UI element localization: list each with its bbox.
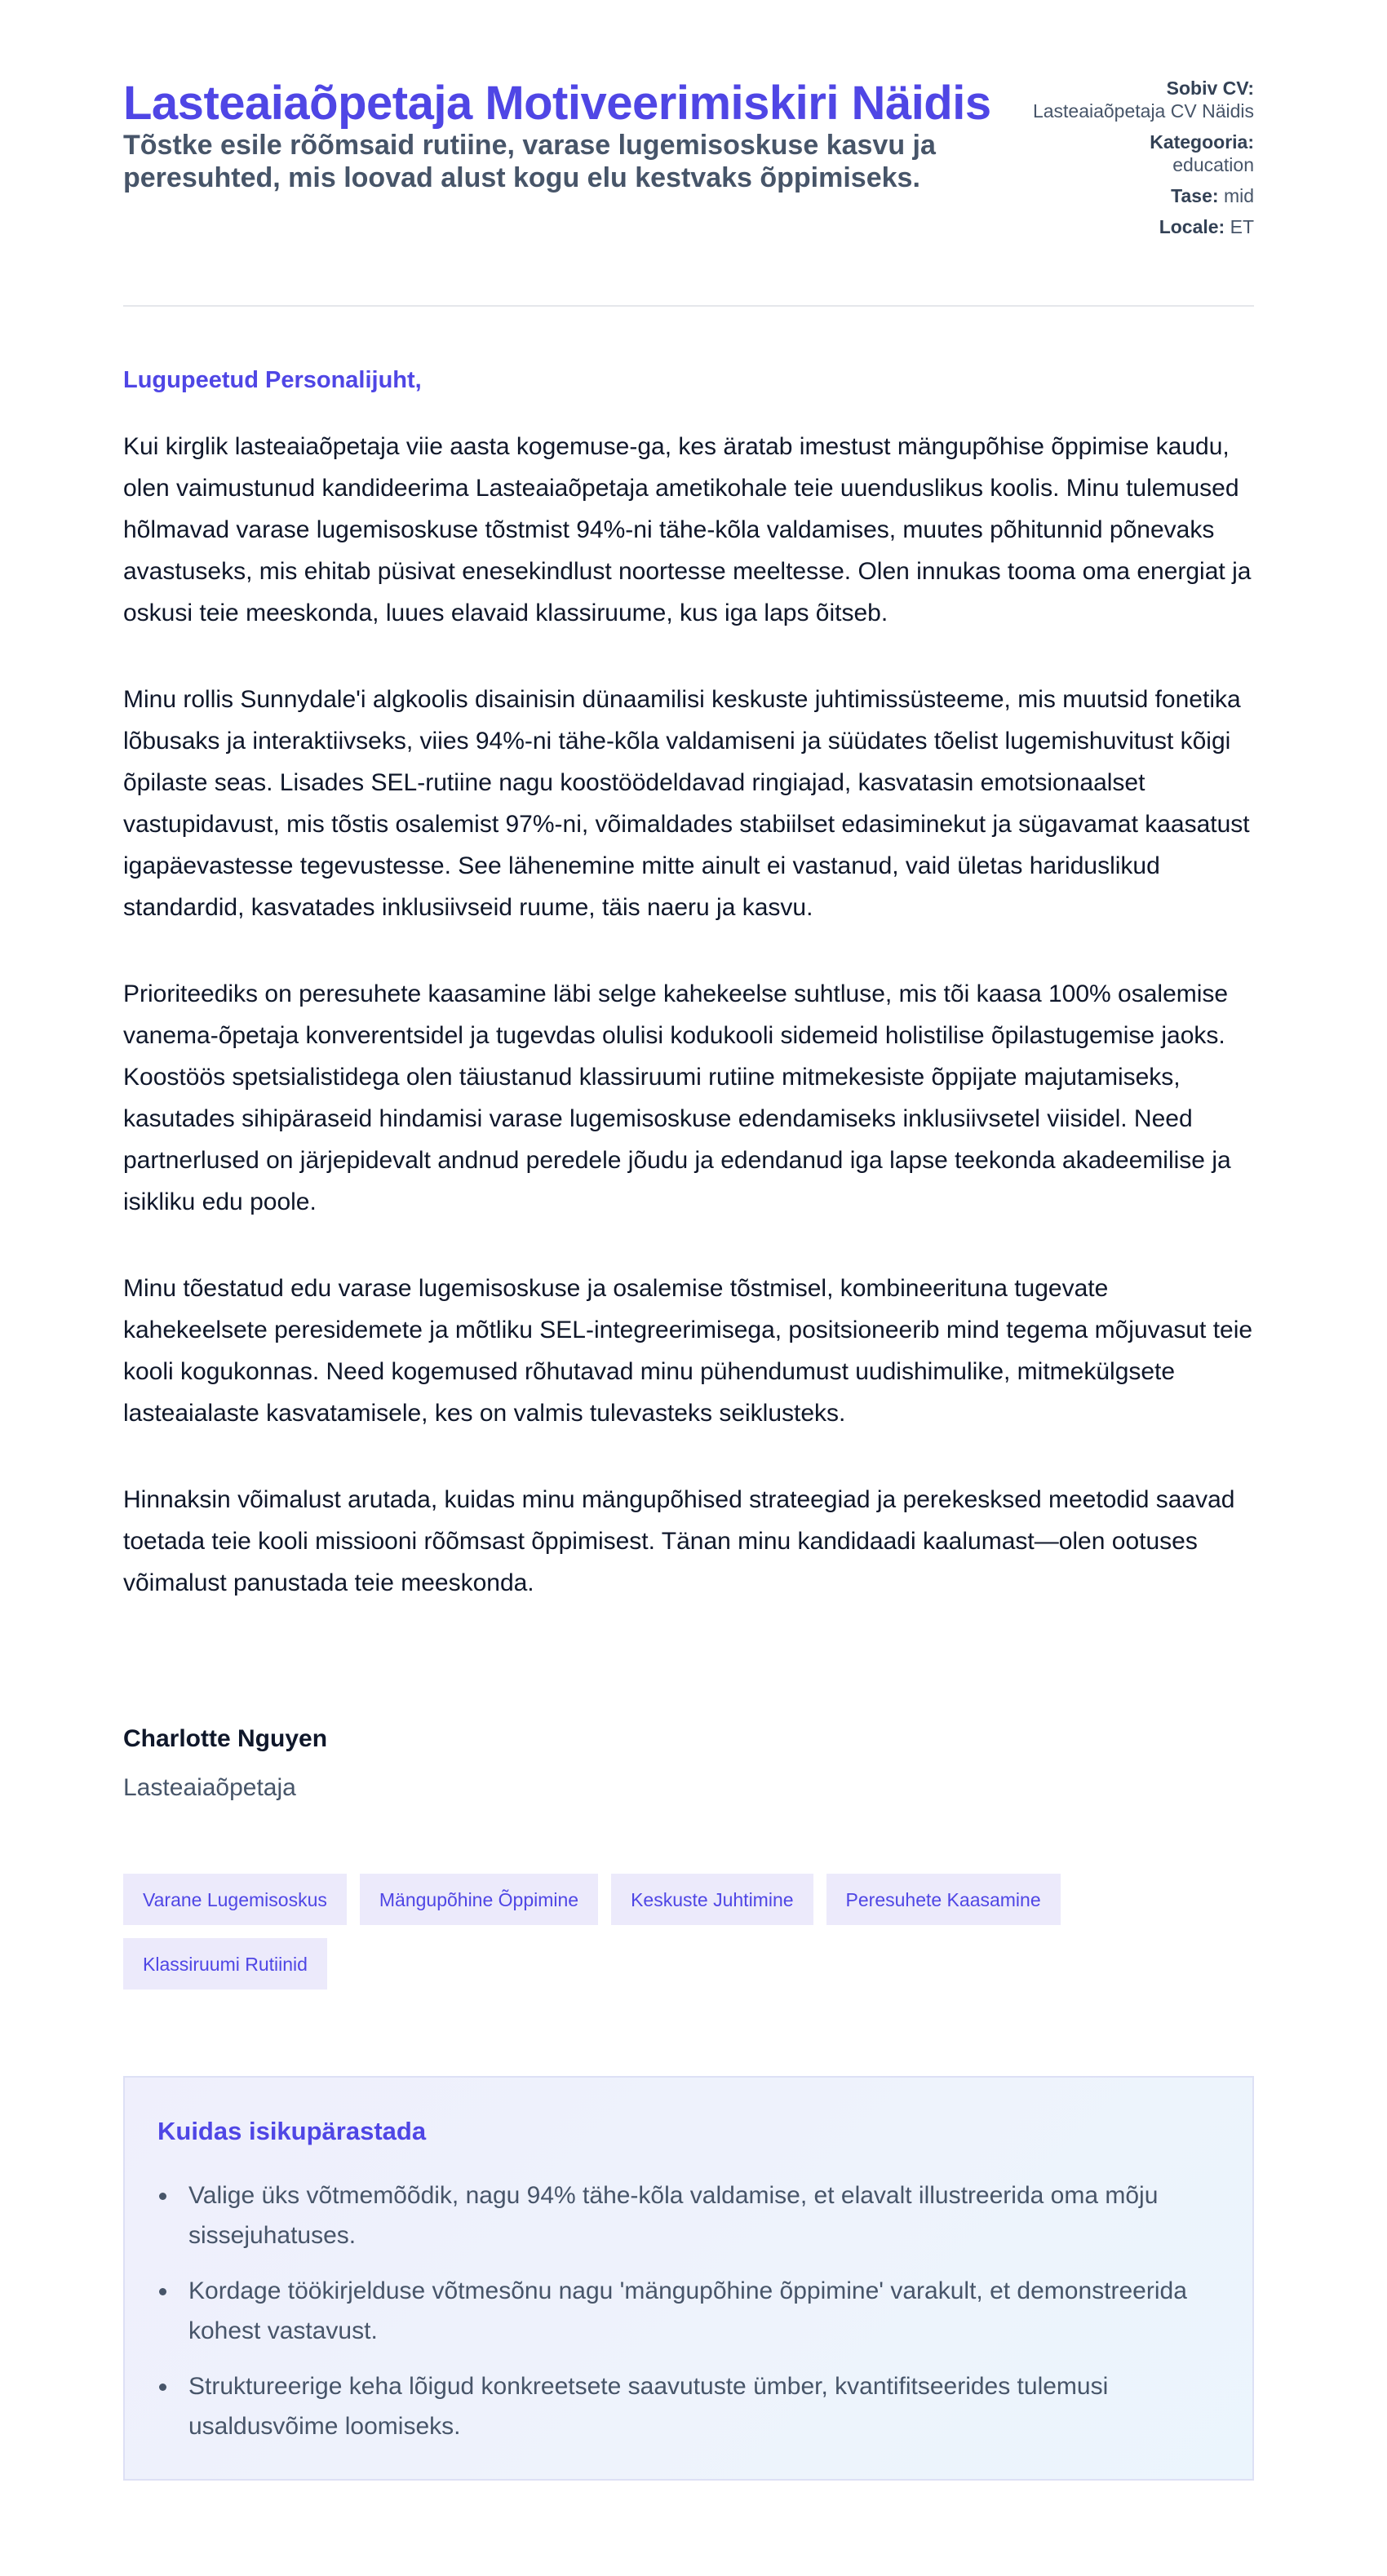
letter-greeting: Lugupeetud Personalijuht, [123, 367, 422, 393]
skill-tag[interactable]: Klassiruumi Rutiinid [123, 1938, 327, 1990]
meta-locale [1009, 215, 1254, 238]
bullet-icon [159, 2193, 166, 2200]
meta-value-link[interactable]: Lasteaiaõpetaja CV Näidis [1032, 100, 1254, 122]
skill-tag[interactable]: Varane Lugemisoskus [123, 1874, 347, 1925]
signature-name: Charlotte Nguyen [123, 1725, 328, 1752]
bullet-icon [159, 2383, 166, 2391]
meta-value: mid [1223, 185, 1254, 206]
tip-text: Valige üks võtmemõõdik, nagu 94% tähe-kõla valdamise, et elavalt illustreerida oma mõju sissejuhatuses. [188, 2182, 1159, 2249]
meta-key: Tase: [1171, 185, 1219, 206]
bullet-icon [159, 2288, 166, 2295]
letter-body [123, 426, 1254, 1649]
meta-key: Kategooria: [1150, 131, 1254, 153]
tip-item [157, 2366, 1220, 2446]
meta-value: ET [1230, 216, 1254, 237]
letter-paragraph: Hinnaksin võimalust arutada, kuidas minu mängupõhised strateegiad ja perekesksed meetodid saavad toetada teie kooli missiooni rõõmsast õppimisest. Tänan minu kandidaadi kaalumast—olen ootuses võimalust panustada teie meeskonda. [123, 1486, 1235, 1596]
cover-letter-page [123, 0, 1254, 2440]
tips-title: Kuidas isikupärastada [157, 2117, 427, 2145]
page-header [123, 0, 1254, 307]
letter-paragraph: Kui kirglik lasteaiaõpetaja viie aasta kogemuse-ga, kes äratab imestust mängupõhise õppimise kaudu, olen vaimustunud kandideerima Lasteaiaõpetaja ametikohale teie uuenduslikus koolis. Minu tulemused hõlmavad varase lugemisoskuse tõstmist 94%-ni tähe-kõla valdamises, muutes põhitunnid põnevaks avastuseks, mis ehitab püsivat enesekindlust noortesse meeltesse. Olen innukas tooma oma energiat ja oskusi teie meeskonda, luues elavaid klassiruume, kus iga laps õitseb. [123, 433, 1252, 626]
letter-paragraph: Minu rollis Sunnydale'i algkoolis disainisin dünaamilisi keskuste juhtimissüsteeme, mis muutsid fonetika lõbusaks ja interaktiivseks, viies 94%-ni tähe-kõla valdamiseni ja süüdates tõelist lugemishuvitust kõigi õpilaste seas. Lisades SEL-rutiine nagu koostöödeldavad ringiajad, kasvatasin emotsionaalset vastupidavust, mis tõstis osalemist 97%-ni, võimaldades stabiilset edasiminekut ja sügavamat kaasatust igapäevastesse tegevustesse. See lähenemine mitte ainult ei vastanud, vaid ületas hariduslikud standardid, kasvatades inklusiivseid ruume, täis naeru ja kasvu. [123, 686, 1250, 921]
letter-paragraph: Prioriteediks on peresuhete kaasamine läbi selge kahekeelse suhtluse, mis tõi kaasa 100% osalemise vanema-õpetaja konverentsidel ja tugevdas olulisi kodukooli sidemeid holistilise õpilastugemise jaoks. Koostöös spetsialistidega olen täiustanud klassiruumi rutiine mitmekesiste õppijate majutamiseks, kasutades sihipäraseid hindamisi varase lugemisoskuse edendamiseks inklusiivsetel viisidel. Need partnerlused on järjepidevalt andnud peredele jõudu ja edendanud iga lapse teekonda akadeemilise ja isikliku edu poole. [123, 980, 1231, 1215]
customization-tips [123, 2076, 1254, 2481]
meta-category [1009, 131, 1254, 176]
tip-item [157, 2271, 1220, 2351]
tips-list [157, 2175, 1220, 2446]
page-subtitle: Tõstke esile rõõmsaid rutiine, varase lugemisoskuse kasvu ja peresuhted, mis loovad alust kogu elu kestvaks õppimiseks. [123, 130, 936, 193]
skill-tag[interactable]: Mängupõhine Õppimine [360, 1874, 598, 1925]
meta-matching-cv [1009, 77, 1254, 122]
meta-value: education [1172, 154, 1254, 175]
meta-key: Locale: [1159, 216, 1225, 237]
skill-tag[interactable]: Keskuste Juhtimine [611, 1874, 813, 1925]
tip-item [157, 2175, 1220, 2255]
signature-role: Lasteaiaõpetaja [123, 1774, 296, 1801]
skill-tags [123, 1874, 1254, 1990]
skill-tag[interactable]: Peresuhete Kaasamine [826, 1874, 1061, 1925]
meta-key: Sobiv CV: [1166, 77, 1254, 99]
letter-paragraph: Minu tõestatud edu varase lugemisoskuse ja osalemise tõstmisel, kombineerituna tugevate kahekeelsete peresidemete ja mõtliku SEL-integreerimisega, positsioneerib mind tegema mõjuvasut teie kooli kogukonnas. Need kogemused rõhutavad minu pühendumust uudishimulike, mitmekülgsete lasteaialaste kasvatamisele, kes on valmis tulevasteks seiklusteks. [123, 1275, 1253, 1427]
page-title: Lasteaiaõpetaja Motiveerimiskiri Näidis [123, 77, 991, 130]
meta-info [1009, 77, 1254, 246]
tip-text: Struktureerige keha lõigud konkreetsete saavutuste ümber, kvantifitseerides tulemusi usaldusvõime loomiseks. [188, 2373, 1109, 2440]
meta-level [1009, 184, 1254, 207]
tip-text: Kordage töökirjelduse võtmesõnu nagu 'mängupõhine õppimine' varakult, et demonstreerida kohest vastavust. [188, 2277, 1187, 2344]
